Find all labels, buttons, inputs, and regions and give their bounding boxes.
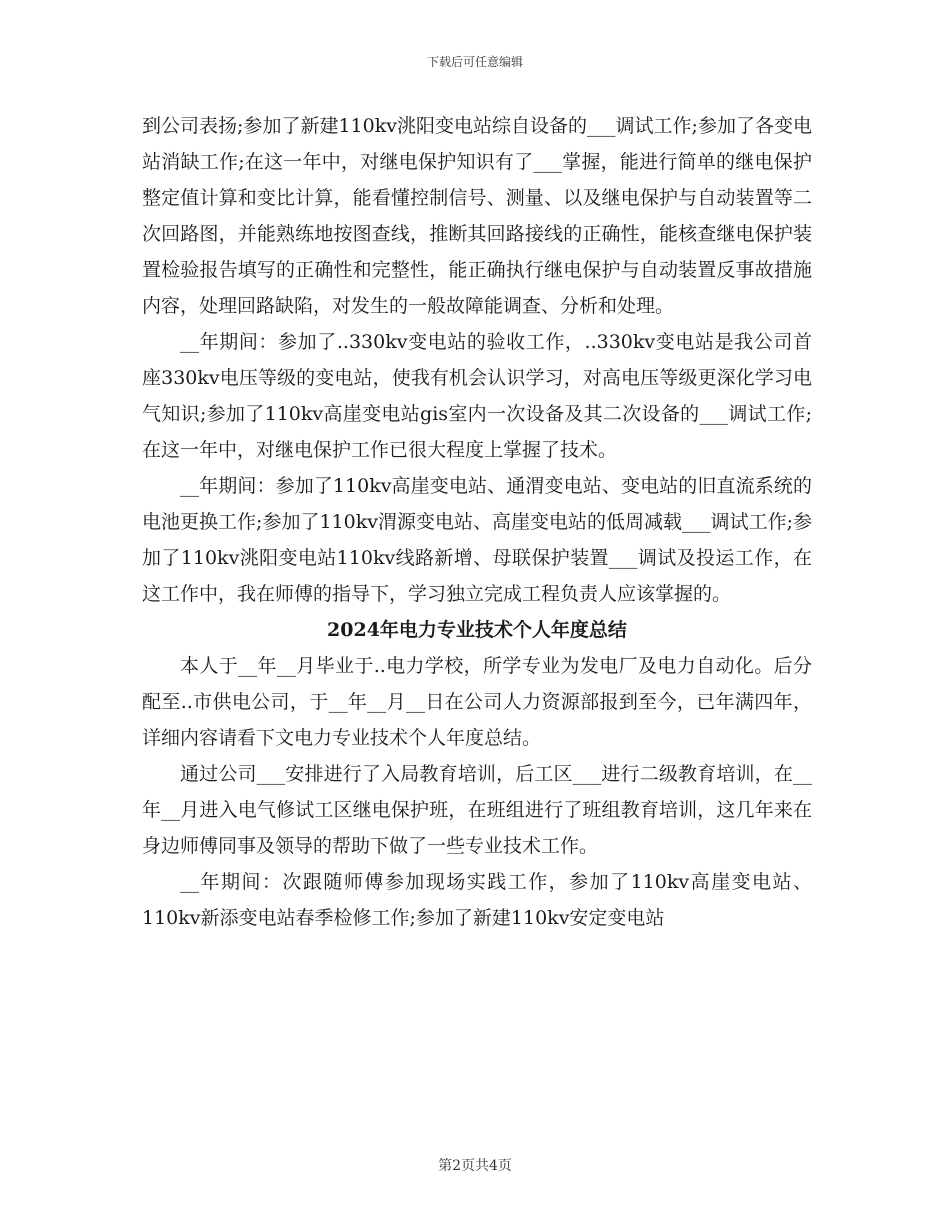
document-body — [142, 108, 812, 936]
paragraph: __年期间：参加了110kv高崖变电站、通渭变电站、变电站的旧直流系统的电池更换工作;参加了110kv渭源变电站、高崖变电站的低周减载___调试工作;参加了110kv洮阳变电站110kv线路新增、母联保护装置___调试及投运工作，在这工作中，我在师傅的指导下，学习独立完成工程负责人应该掌握的。 — [142, 475, 812, 605]
paragraph-continued: 到公司表扬;参加了新建110kv洮阳变电站综自设备的___调试工作;参加了各变电站消缺工作;在这一年中，对继电保护知识有了___掌握，能进行简单的继电保护整定值计算和变比计算，能看懂控制信号、测量、以及继电保护与自动装置等二次回路图，并能熟练地按图查线，推断其回路接线的正确性，能核查继电保护装置检验报告填写的正确性和完整性，能正确执行继电保护与自动装置反事故措施内容，处理回路缺陷，对发生的一般故障能调查、分析和处理。 — [142, 115, 812, 317]
paragraph: __年期间：次跟随师傅参加现场实践工作，参加了110kv高崖变电站、110kv新添变电站春季检修工作;参加了新建110kv安定变电站 — [142, 871, 812, 929]
section-title: 2024年电力专业技术个人年度总结 — [327, 619, 627, 641]
paragraph: 通过公司___安排进行了入局教育培训，后工区___进行二级教育培训，在__年__月进入电气修试工区继电保护班，在班组进行了班组教育培训，这几年来在身边师傅同事及领导的帮助下做了一些专业技术工作。 — [142, 763, 812, 857]
page-header: 下载后可任意编辑 — [426, 55, 523, 69]
paragraph: 本人于__年__月毕业于..电力学校，所学专业为发电厂及电力自动化。后分配至..市供电公司，于__年__月__日在公司人力资源部报到至今，已年满四年，详细内容请看下文电力专业技术个人年度总结。 — [142, 655, 812, 749]
paragraph: __年期间：参加了..330kv变电站的验收工作，..330kv变电站是我公司首座330kv电压等级的变电站，使我有机会认识学习，对高电压等级更深化学习电气知识;参加了110kv高崖变电站gis室内一次设备及其二次设备的___调试工作;在这一年中，对继电保护工作已很大程度上掌握了技术。 — [142, 331, 812, 461]
page-number: 第2页共4页 — [438, 1158, 512, 1174]
